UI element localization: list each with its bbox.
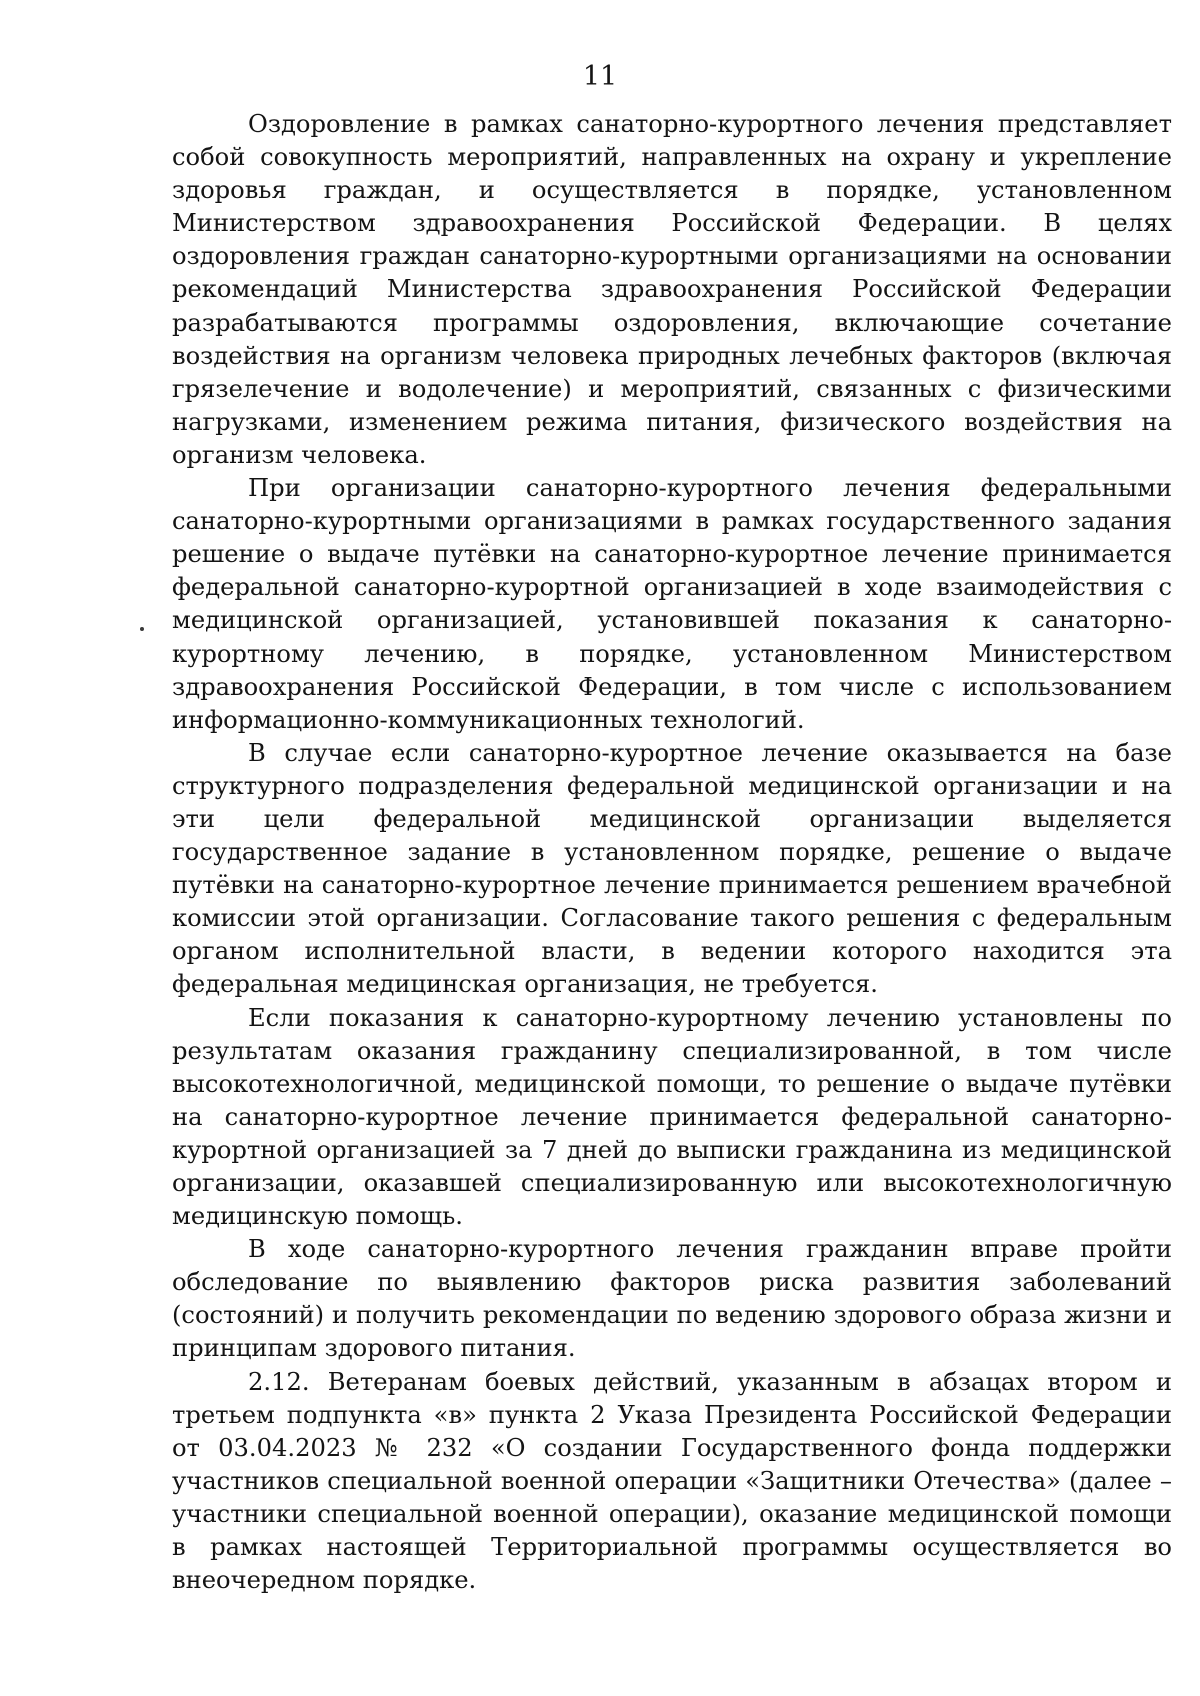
- document-body: [172, 108, 1172, 1597]
- paragraph-recuperation: Оздоровление в рамках санаторно-курортного лечения представляет собой совокупность мероприятий, направленных на охрану и укрепление здоровья граждан, и осуществляется в порядке, установленном Министерством здравоохранения Российской Федерации. В целях оздоровления граждан санаторно-курортными организациями на основании рекомендаций Министерства здравоохранения Российской Федерации разрабатываются программы оздоровления, включающие сочетание воздействия на организм человека природных лечебных факторов (включая грязелечение и водолечение) и мероприятий, связанных с физическими нагрузками, изменением режима питания, физического воздействия на организм человека.: [172, 110, 1172, 469]
- paragraph-2-12-veterans: 2.12. Ветеранам боевых действий, указанным в абзацах втором и третьем подпункта «в» пункта 2 Указа Президента Российской Федерации от 03.04.2023 № 232 «О создании Государственного фонда поддержки участников специальной военной операции «Защитники Отечества» (далее – участники специальной военной операции), оказание медицинской помощи в рамках настоящей Территориальной программы осуществляется во внеочередном порядке.: [172, 1367, 1172, 1595]
- margin-dot: [140, 627, 144, 631]
- page-number: 11: [582, 61, 618, 92]
- paragraph-federal-organizations: При организации санаторно-курортного лечения федеральными санаторно-курортными организациями в рамках государственного задания решение о выдаче путёвки на санаторно-курортное лечение принимается федеральной санаторно-курортной организацией в ходе взаимодействия с медицинской организацией, установившей показания к санаторно-курортному лечению, в порядке, установленном Министерством здравоохранения Российской Федерации, в том числе с использованием информационно-коммуникационных технологий.: [172, 474, 1172, 734]
- paragraph-risk-factors: В ходе санаторно-курортного лечения гражданин вправе пройти обследование по выявлению факторов риска развития заболеваний (состояний) и получить рекомендации по ведению здорового образа жизни и принципам здорового питания.: [172, 1235, 1172, 1363]
- paragraph-specialized-care: Если показания к санаторно-курортному лечению установлены по результатам оказания гражданину специализированной, в том числе высокотехнологичной, медицинской помощи, то решение о выдаче путёвки на санаторно-курортное лечение принимается федеральной санаторно-курортной организацией за 7 дней до выписки гражданина из медицинской организации, оказавшей специализированную или высокотехнологичную медицинскую помощь.: [172, 1003, 1172, 1231]
- paragraph-structural-unit: В случае если санаторно-курортное лечение оказывается на базе структурного подразделения федеральной медицинской организации и на эти цели федеральной медицинской организации выделяется государственное задание в установленном порядке, решение о выдаче путёвки на санаторно-курортное лечение принимается решением врачебной комиссии этой организации. Согласование такого решения с федеральным органом исполнительной власти, в ведении которого находится эта федеральная медицинская организация, не требуется.: [172, 738, 1172, 999]
